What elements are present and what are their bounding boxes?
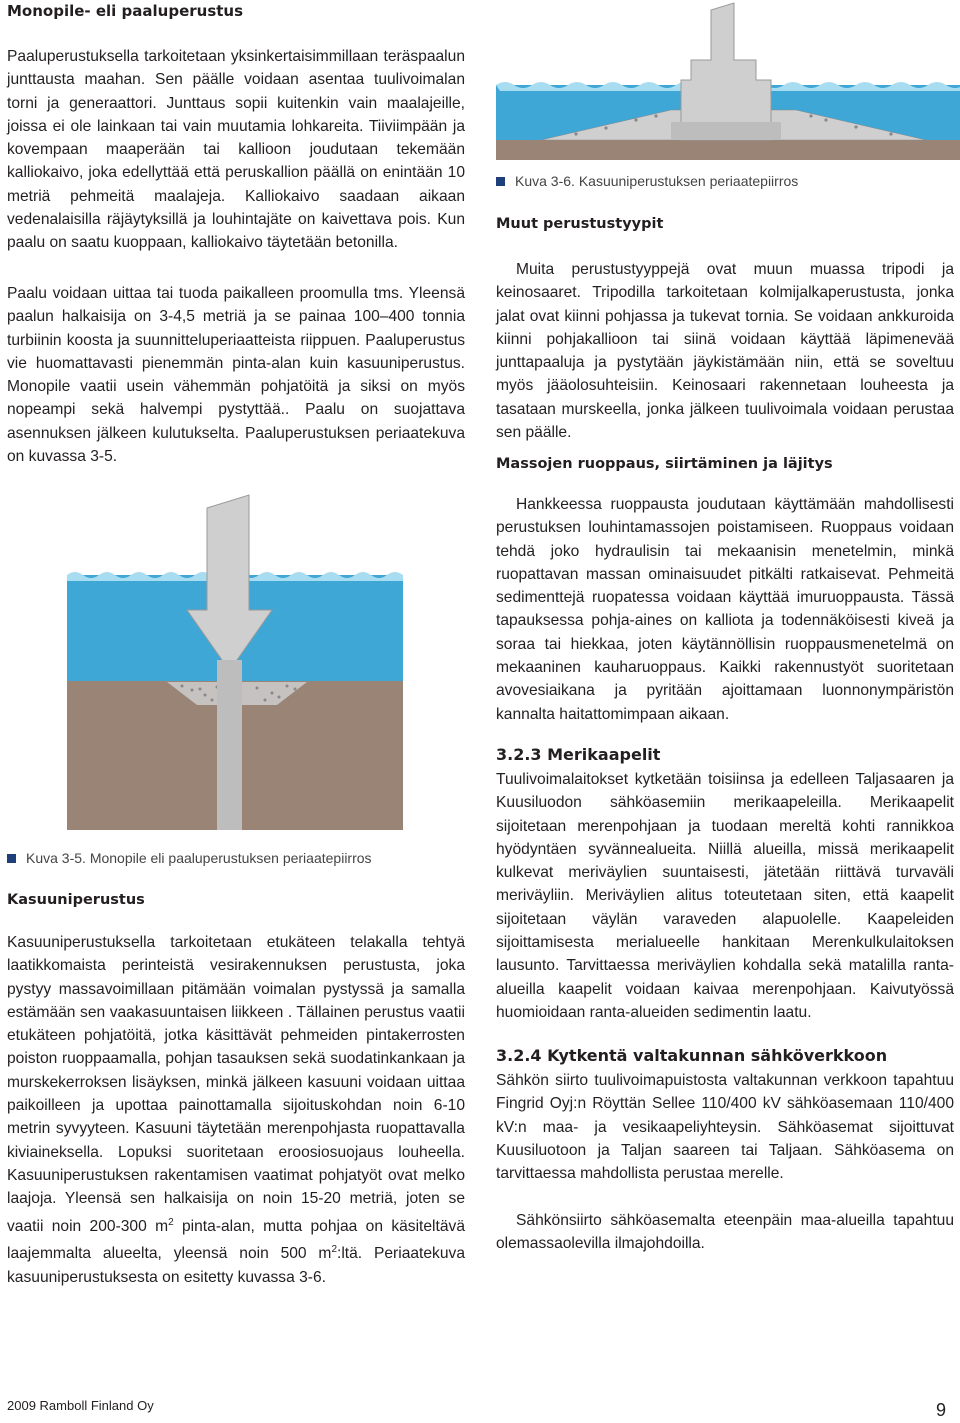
paragraph-kasuuni <box>7 931 465 1289</box>
caisson-base <box>671 122 781 140</box>
paragraph-muut: Muita perustustyyppejä ovat muun muassa tripodi ja keinosaaret. Tripodilla tarkoitetaan kolmijalkaperustusta, jonka jalat ovat kiinni pohjassa ja tukevat tornia. Se voidaan ankkuroida kiinni pohjakallioon tai siinä voidaan käyttää läpimenevää junttapaaluja ja pystytään jäykistämään niin, että se soveltuu myös jääolosuhteisiin. Keinosaari rakennetaan louheesta ja tasataan murskeella, jonka jälkeen tuulivoimala voidaan perustaa sen päälle. <box>496 261 954 442</box>
section-heading-muut: Muut perustustyypit <box>496 216 664 232</box>
section-heading-kasuuni: Kasuuniperustus <box>7 892 145 908</box>
figure-monopile-diagram <box>67 490 403 830</box>
paragraph-merikaapelit: Tuulivoimalaitokset kytketään toisiinsa ja edelleen Taljasaaren ja Kuusiluodon sähköasemiin merikaapeleilla. Merikaapelit sijoitetaan merenpohjaan ja tuodaan mereltä kohti rannikkoa hyödyntäen syvännealueita. Niillä alueilla, missä merikaapelit kulkevat meriväylien suuntaisesti, jätetään riittävä turvaväli meriväyliin. Meriväylien alitus toteutetaan siten, että kaapelit sijoitetaan väylän varaveden alapuolelle. Kaapeleiden sijoittamisesta merialueelle hankitaan Merenkulkulaitoksen lausunto. Tarvittaessa meriväylien kohdalla sekä matalilla ranta-alueilla kaapelit voidaan kaivaa merenpohjaan. Kaivutyössä huomioidaan ranta-alueiden sedimentin laatu. <box>496 771 954 1021</box>
monopile-pile <box>217 660 242 830</box>
caisson-body <box>681 3 771 140</box>
kasuuni-text-a: Kasuuniperustuksella tarkoitetaan etukäteen telakalla tehtyä laatikkomaista perinteistä vesirakennuksen perustusta, joka pystyy massavoimillaan pitämään voimalan pystyssä ja samalla estämään sen vaakasuuntaisen liikkeen . Tällainen perustus vaatii etukäteen pohjatöitä, jotka käsittävät pehmeiden pintakerrosten poiston ruoppaamalla, pohjan tasauksen sekä suodatinkankaan ja murskekerroksen lisäyksen, minkä jälkeen kasuuni voidaan uittaa paikoilleen ja upottaa painottamalla sijoituskohdan noin 6-10 metrin syvyyteen. Kasuuni täytetään merenpohjasta ruopattavalla kiviaineksella. Lopuksi suoritetaan eroosiosuojaus louheella. Kasuuniperustuksen rakentamisen vaatimat pohjatyöt ovat melko laajoja. Yleensä sen halkaisija on noin 15-20 metriä, joten se vaatii noin 200-300 m <box>7 934 465 1235</box>
figure-caption-3-5 <box>7 850 372 866</box>
paragraph-massojen: Hankkeessa ruoppausta joudutaan käyttämään mahdollisesti perustuksen louhintamassojen poistamiseen. Ruoppaus voidaan tehdä joko hydraulisin tai mekaanisin menetelmin, minkä ruopattavan massan ominaisuudet pitkälti ratkaisevat. Pehmeitä sedimenttejä ruopatessa voidaan käyttää imuruoppausta. Tässä tapauksessa pohja-aines on kalliota ja todennäköisesti kiveä ja soraa tai hiekkaa, joten käytännöllisin ruoppausmenetelmä on mekaaninen kauharuoppaus. Kaikki rakennustyöt suoritetaan avovesiaikana ja pyritään ajoittamaan luonnonympäristön kannalta haitattomimpaan aikaan. <box>496 496 954 723</box>
superscript-2b: 2 <box>331 1244 337 1256</box>
caption-text: Kuva 3-6. Kasuuniperustuksen periaatepiirros <box>515 173 799 189</box>
section-heading-monopile: Monopile- eli paaluperustus <box>7 2 244 20</box>
figure-caisson-diagram <box>496 0 960 160</box>
seabed-soil <box>496 140 960 160</box>
section-heading-massojen: Massojen ruoppaus, siirtäminen ja läjitys <box>496 456 833 472</box>
caption-bullet-icon <box>496 177 505 186</box>
kasuuni-text-b: pinta-alan, mutta pohjaa on käsiteltävä laajemmalta alueelta, yleensä noin 500 m <box>7 1217 465 1263</box>
section-heading-merikaapelit: 3.2.3 Merikaapelit <box>496 745 661 764</box>
footer-company: 2009 Ramboll Finland Oy <box>7 1398 154 1413</box>
superscript-2a: 2 <box>168 1216 174 1228</box>
page-number: 9 <box>936 1400 947 1420</box>
section-heading-kytkenta: 3.2.4 Kytkentä valtakunnan sähköverkkoon <box>496 1046 888 1065</box>
paragraph-kytkenta: Sähkön siirto tuulivoimapuistosta valtakunnan verkkoon tapahtuu Fingrid Oyj:n Röyttän Sellee 110/400 kV sähköasemaan 110/400 kV:n maa- ja vesikaapeliyhteysin. Sähköasemat sijoittuvat Kuusiluotoon ja Taljan saareen tai Taljaan. Sähköasema on tarvittaessa mahdollista perustaa merelle. <box>496 1072 954 1183</box>
paragraph-monopile-details: Paalu voidaan uittaa tai tuoda paikalleen proomulla tms. Yleensä paalun halkaisija on 3-4,5 metriä ja se painaa 100–400 tonnia turbiinin koosta ja suunnitteluperiaatteista riippuen. Paaluperustus vie huomattavasti pienemmän pinta-alan kuin kasuuniperustus. Monopile vaatii usein vähemmän pohjatöitä ja siksi on myös nopeampi sekä halvempi pystyttää.. Paalu on suojattava asennuksen jälkeen kulutukselta. Paaluperustuksen periaatekuva on kuvassa 3-5. <box>7 285 465 466</box>
caption-text: Kuva 3-5. Monopile eli paaluperustuksen periaatepiirros <box>26 850 372 866</box>
figure-caption-3-6 <box>496 173 798 189</box>
paragraph-monopile-intro: Paaluperustuksella tarkoitetaan yksinkertaisimmillaan teräspaalun junttausta maahan. Sen päälle voidaan asentaa tuulivoimalan torni ja generaattori. Junttaus sopii kuitenkin vain maalajeille, joissa ei ole lainkaan tai vain muutamia lohkareita. Tiiviimpään ja kovempaan maaperään tai kallioon joudutaan tekemään kalliokaivo, joka edellyttää että peruskallion päällä on enintään 10 metriä pehmeitä maalajeja. Kalliokaivo saadaan aikaan vedenalaisilla räjäytyksillä ja louhintajäte on kaivettava pois. Kun paalu on saatu kuoppaan, kalliokaivo täytetään betonilla. <box>7 48 465 252</box>
paragraph-sahkonsiirto: Sähkönsiirto sähköasemalta eteenpäin maa-alueilla tapahtuu olemassaolevilla ilmajohdoilla. <box>496 1212 954 1253</box>
caption-bullet-icon <box>7 854 16 863</box>
kasuuni-text-c: :ltä. Periaatekuva kasuuniperustuksesta on esitetty kuvassa 3-6. <box>7 1245 465 1286</box>
